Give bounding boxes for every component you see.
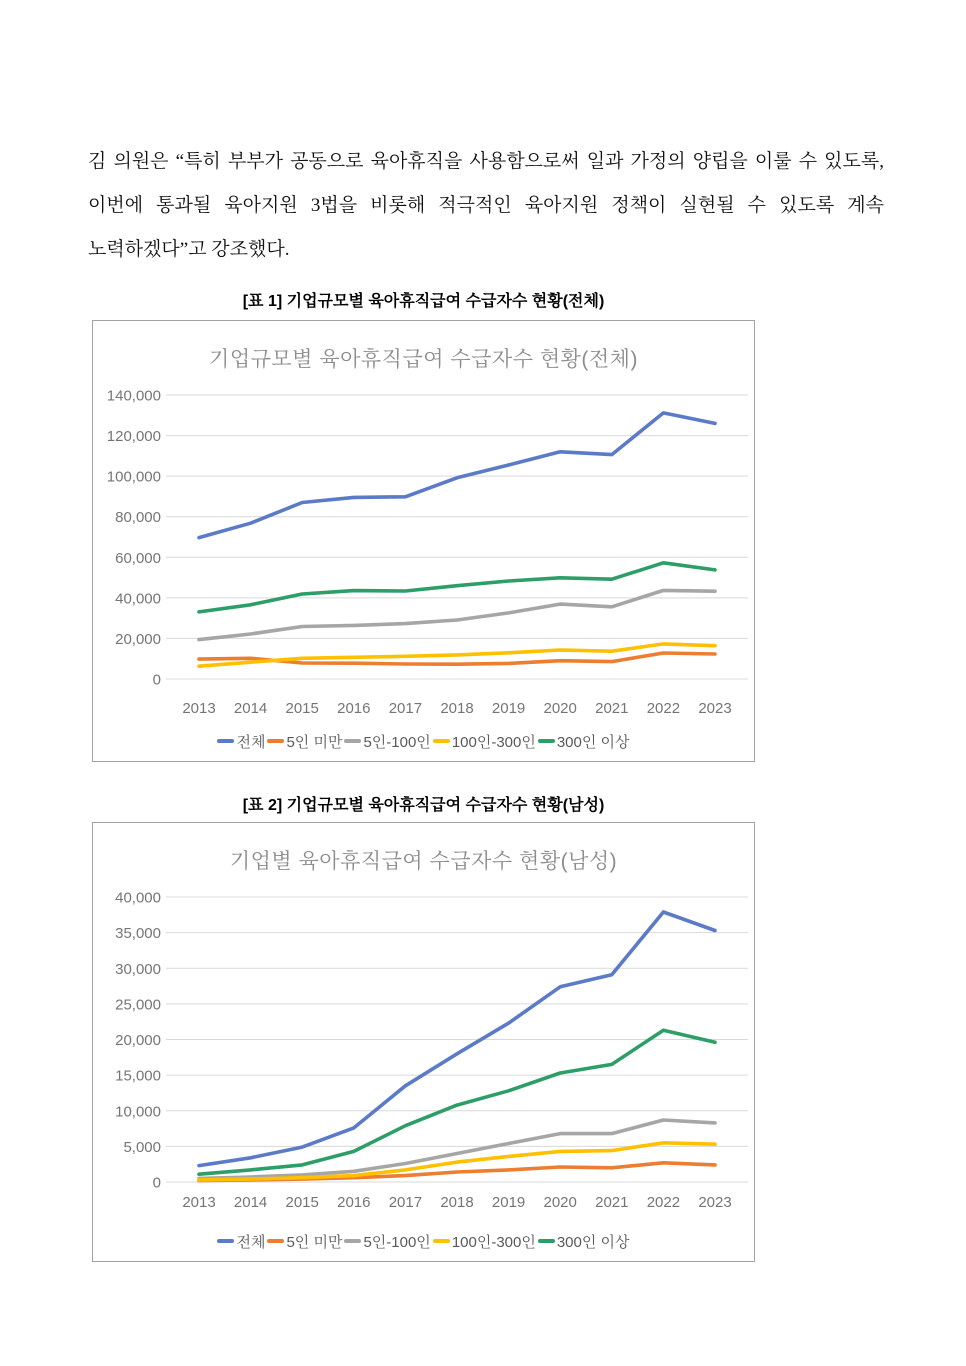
legend-label: 100인-300인	[451, 733, 536, 751]
legend-swatch-icon	[538, 739, 555, 743]
legend-swatch-icon	[344, 1239, 361, 1243]
legend-label: 5인 미만	[286, 733, 343, 751]
legend-swatch-icon	[217, 1239, 234, 1243]
legend-item	[344, 731, 430, 752]
legend-label: 100인-300인	[451, 1233, 536, 1251]
x-tick-label: 2015	[285, 1194, 319, 1211]
legend-label: 300인 이상	[556, 1233, 630, 1251]
x-tick-label: 2013	[182, 700, 216, 717]
y-tick-label: 15,000	[115, 1067, 161, 1085]
chart2-male	[92, 822, 755, 1262]
x-tick-label: 2020	[543, 1194, 577, 1211]
x-tick-label: 2016	[337, 700, 371, 717]
x-tick-label: 2016	[337, 1194, 371, 1211]
series-line-5인-100인	[199, 1120, 715, 1178]
x-tick-label: 2014	[233, 700, 268, 717]
legend-item	[433, 1231, 536, 1252]
x-tick-label: 2015	[285, 700, 319, 717]
chart1-legend	[93, 732, 754, 750]
legend-label: 300인 이상	[556, 733, 630, 751]
y-tick-label: 100,000	[106, 468, 161, 486]
legend-item	[344, 1231, 430, 1252]
y-tick-label: 120,000	[106, 428, 161, 446]
y-tick-label: 30,000	[115, 960, 161, 978]
x-tick-label: 2019	[491, 1194, 526, 1211]
x-tick-label: 2022	[646, 1194, 681, 1211]
series-line-300인 이상	[199, 563, 715, 612]
chart1-title: 기업규모별 육아휴직급여 수급자수 현황(전체)	[209, 348, 638, 371]
legend-item	[433, 731, 536, 752]
y-tick-label: 5,000	[123, 1138, 161, 1156]
table1-caption: [표 1] 기업규모별 육아휴직급여 수급자수 현황(전체)	[242, 293, 605, 310]
y-tick-label: 35,000	[115, 925, 161, 943]
legend-label: 5인-100인	[363, 733, 431, 751]
legend-item	[267, 731, 342, 752]
x-tick-label: 2013	[182, 1194, 216, 1211]
chart2-plot-area	[93, 823, 754, 1223]
legend-item	[217, 1231, 265, 1252]
legend-swatch-icon	[267, 739, 284, 743]
body-paragraph: 김 의원은 “특히 부부가 공동으로 육아휴직을 사용함으로써 일과 가정의 양립을 이룰 수 있도록, 이번에 통과될 육아지원 3법을 비롯해 적극적인 육아지원 정책이 실현될 수 있도록 계속 노력하겠다”고 강조했다.	[88, 151, 884, 260]
x-tick-label: 2017	[388, 700, 423, 717]
legend-label: 5인-100인	[363, 1233, 431, 1251]
legend-item	[538, 731, 630, 752]
table2-caption: [표 2] 기업규모별 육아휴직급여 수급자수 현황(남성)	[242, 797, 605, 814]
chart1-total	[92, 320, 755, 762]
y-tick-label: 20,000	[115, 630, 161, 648]
legend-swatch-icon	[344, 739, 361, 743]
y-tick-label: 60,000	[115, 549, 161, 567]
legend-swatch-icon	[538, 1239, 555, 1243]
x-tick-label: 2017	[388, 1194, 423, 1211]
x-tick-label: 2014	[233, 1194, 268, 1211]
chart2-title: 기업별 육아휴직급여 수급자수 현황(남성)	[229, 850, 618, 873]
x-tick-label: 2023	[698, 1194, 732, 1211]
x-tick-label: 2023	[698, 700, 732, 717]
x-tick-label: 2018	[440, 1194, 474, 1211]
legend-label: 전체	[236, 1233, 266, 1251]
legend-swatch-icon	[433, 1239, 450, 1243]
y-tick-label: 0	[152, 671, 161, 689]
legend-item	[267, 1231, 342, 1252]
x-tick-label: 2021	[595, 700, 629, 717]
legend-label: 5인 미만	[286, 1233, 343, 1251]
x-tick-label: 2022	[646, 700, 681, 717]
y-tick-label: 25,000	[115, 996, 161, 1014]
series-line-전체	[199, 413, 715, 538]
x-tick-label: 2020	[543, 700, 577, 717]
y-tick-label: 0	[152, 1174, 161, 1192]
y-tick-label: 10,000	[115, 1103, 161, 1121]
legend-item	[217, 731, 265, 752]
y-tick-label: 20,000	[115, 1032, 161, 1049]
x-tick-label: 2019	[491, 700, 526, 717]
x-tick-label: 2021	[595, 1194, 629, 1211]
legend-swatch-icon	[433, 739, 450, 743]
y-tick-label: 40,000	[115, 889, 161, 907]
legend-swatch-icon	[267, 1239, 284, 1243]
x-tick-label: 2018	[440, 700, 474, 717]
y-tick-label: 140,000	[106, 387, 161, 405]
legend-swatch-icon	[217, 739, 234, 743]
y-tick-label: 80,000	[115, 509, 161, 527]
y-tick-label: 40,000	[115, 590, 161, 608]
chart1-plot-area	[93, 321, 754, 721]
chart2-legend	[93, 1232, 754, 1250]
legend-label: 전체	[236, 733, 266, 751]
legend-item	[538, 1231, 630, 1252]
